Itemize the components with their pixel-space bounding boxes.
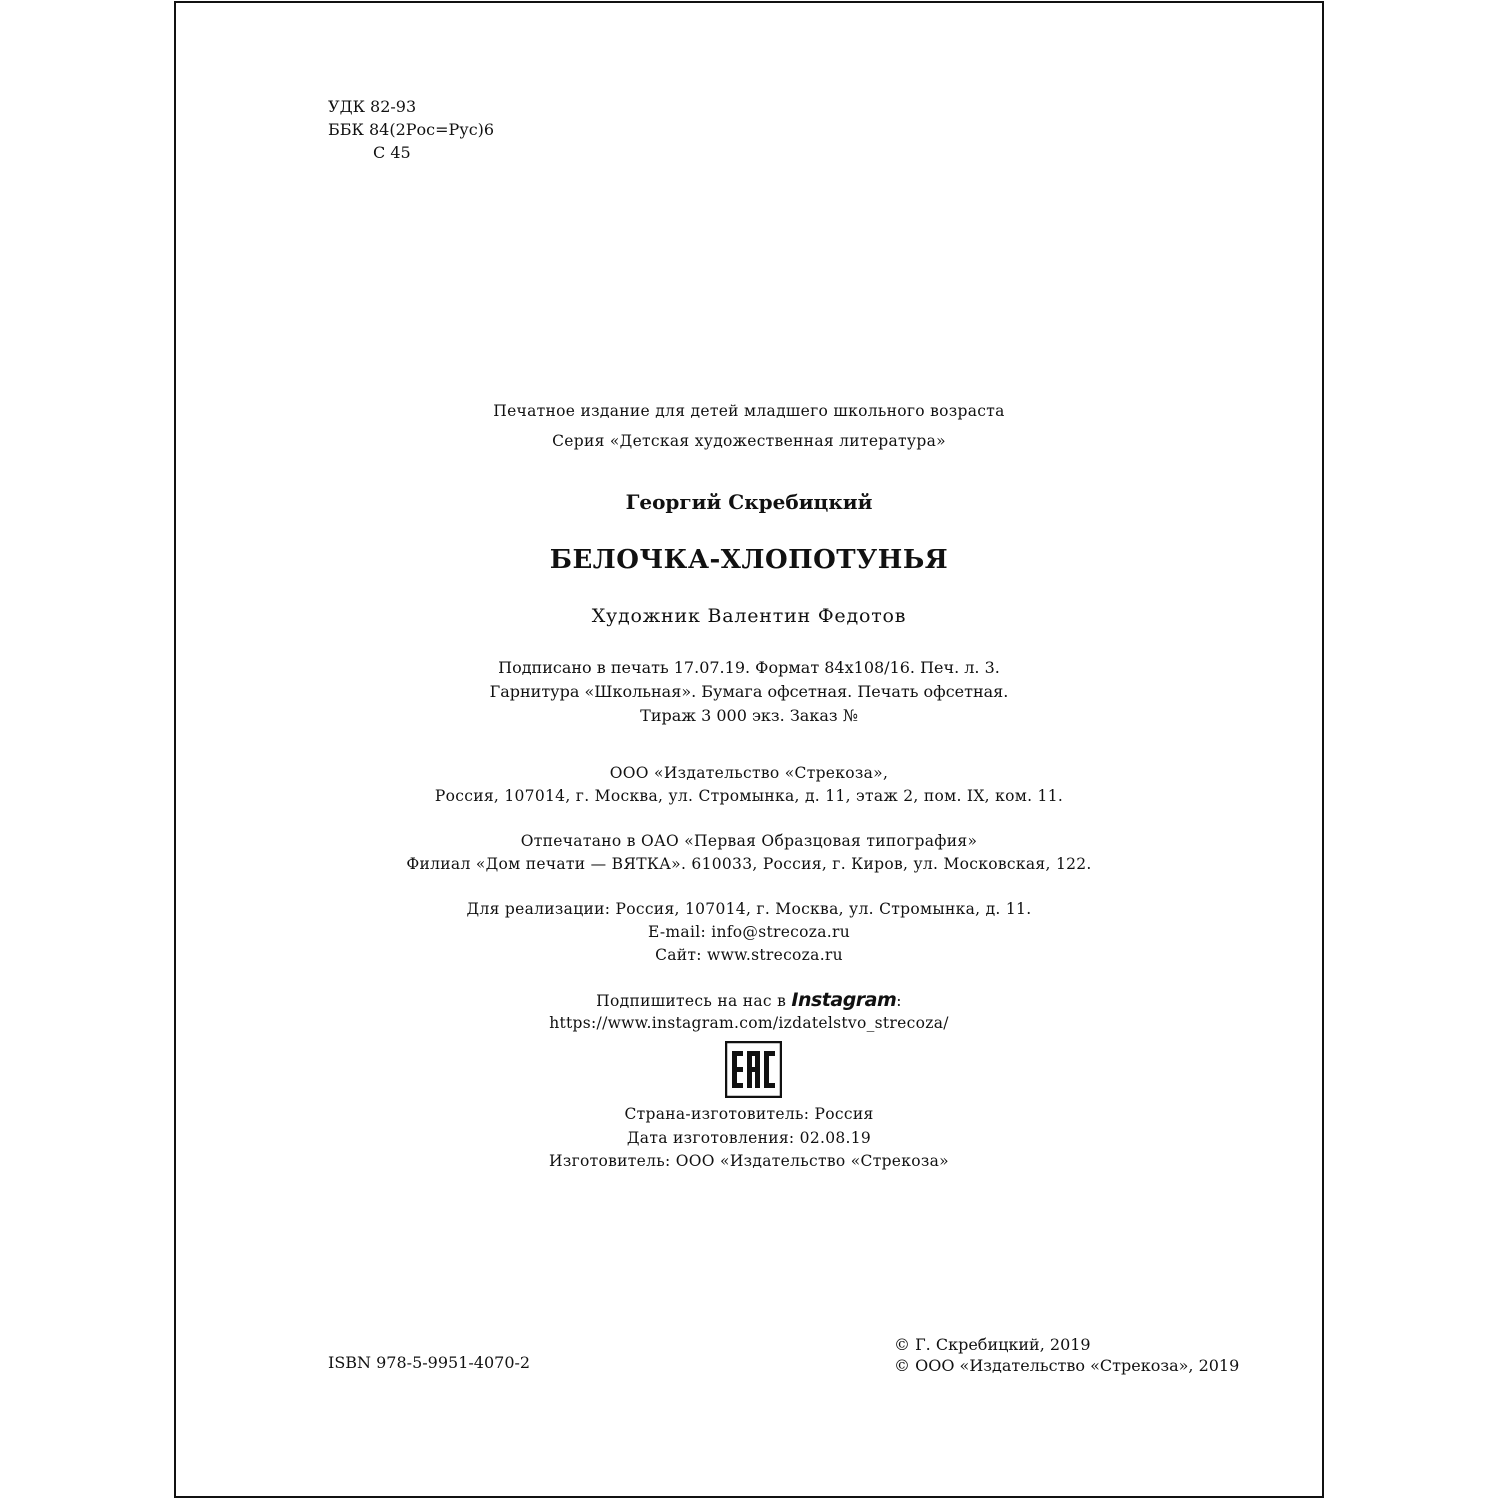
book-title: БЕЛОЧКА-ХЛОПОТУНЬЯ <box>549 545 949 575</box>
classification-codes <box>328 95 494 164</box>
copyright-line: © Г. Скребицкий, 2019 <box>894 1335 1091 1354</box>
print-info-line: Подписано в печать 17.07.19. Формат 84х108/16. Печ. л. 3. <box>498 658 1000 677</box>
manufacture-date: Дата изготовления: 02.08.19 <box>626 1129 872 1147</box>
publisher-line: Россия, 107014, г. Москва, ул. Стромынка, д. 11, этаж 2, пом. IX, ком. 11. <box>434 787 1064 805</box>
manufacturer-country: Страна-изготовитель: Россия <box>624 1105 874 1123</box>
imprint-page <box>174 1 1324 1498</box>
sales-line: Для реализации: Россия, 107014, г. Москва, ул. Стромынка, д. 11. <box>466 900 1032 918</box>
manufacturer-name: Изготовитель: ООО «Издательство «Стрекоза» <box>549 1152 949 1170</box>
printer-line: Отпечатано в ОАО «Первая Образцовая типография» <box>520 832 978 850</box>
author-sign-code: С 45 <box>373 143 411 162</box>
instagram-url[interactable]: https://www.instagram.com/izdatelstvo_strecoza/ <box>549 1014 949 1032</box>
website-line: Сайт: www.strecoza.ru <box>655 946 843 964</box>
isbn: ISBN 978-5-9951-4070-2 <box>328 1353 531 1372</box>
instagram-logo: Instagram <box>791 989 897 1011</box>
print-info-line: Гарнитура «Школьная». Бумага офсетная. Печать офсетная. <box>489 682 1009 701</box>
publisher-line: ООО «Издательство «Стрекоза», <box>609 764 889 782</box>
copyright-block <box>894 1334 1239 1376</box>
copyright-line: © ООО «Издательство «Стрекоза», 2019 <box>894 1356 1240 1375</box>
series-name: Серия «Детская художественная литература» <box>552 432 946 450</box>
book-author: Георгий Скребицкий <box>625 490 873 514</box>
instagram-prefix: Подпишитесь на нас в <box>596 992 787 1010</box>
edition-note: Печатное издание для детей младшего школьного возраста <box>493 402 1005 420</box>
printer-line: Филиал «Дом печати — ВЯТКА». 610033, Россия, г. Киров, ул. Московская, 122. <box>406 855 1092 873</box>
instagram-suffix: : <box>896 992 902 1010</box>
book-artist: Художник Валентин Федотов <box>591 605 907 627</box>
udk-code: УДК 82-93 <box>328 97 417 116</box>
print-info-line: Тираж 3 000 экз. Заказ № <box>640 706 858 725</box>
email-line: E-mail: info@strecoza.ru <box>647 923 851 941</box>
eac-mark-icon <box>725 1041 782 1098</box>
instagram-line <box>176 989 1322 1011</box>
bbk-code: ББК 84(2Рос=Рус)6 <box>328 120 495 139</box>
